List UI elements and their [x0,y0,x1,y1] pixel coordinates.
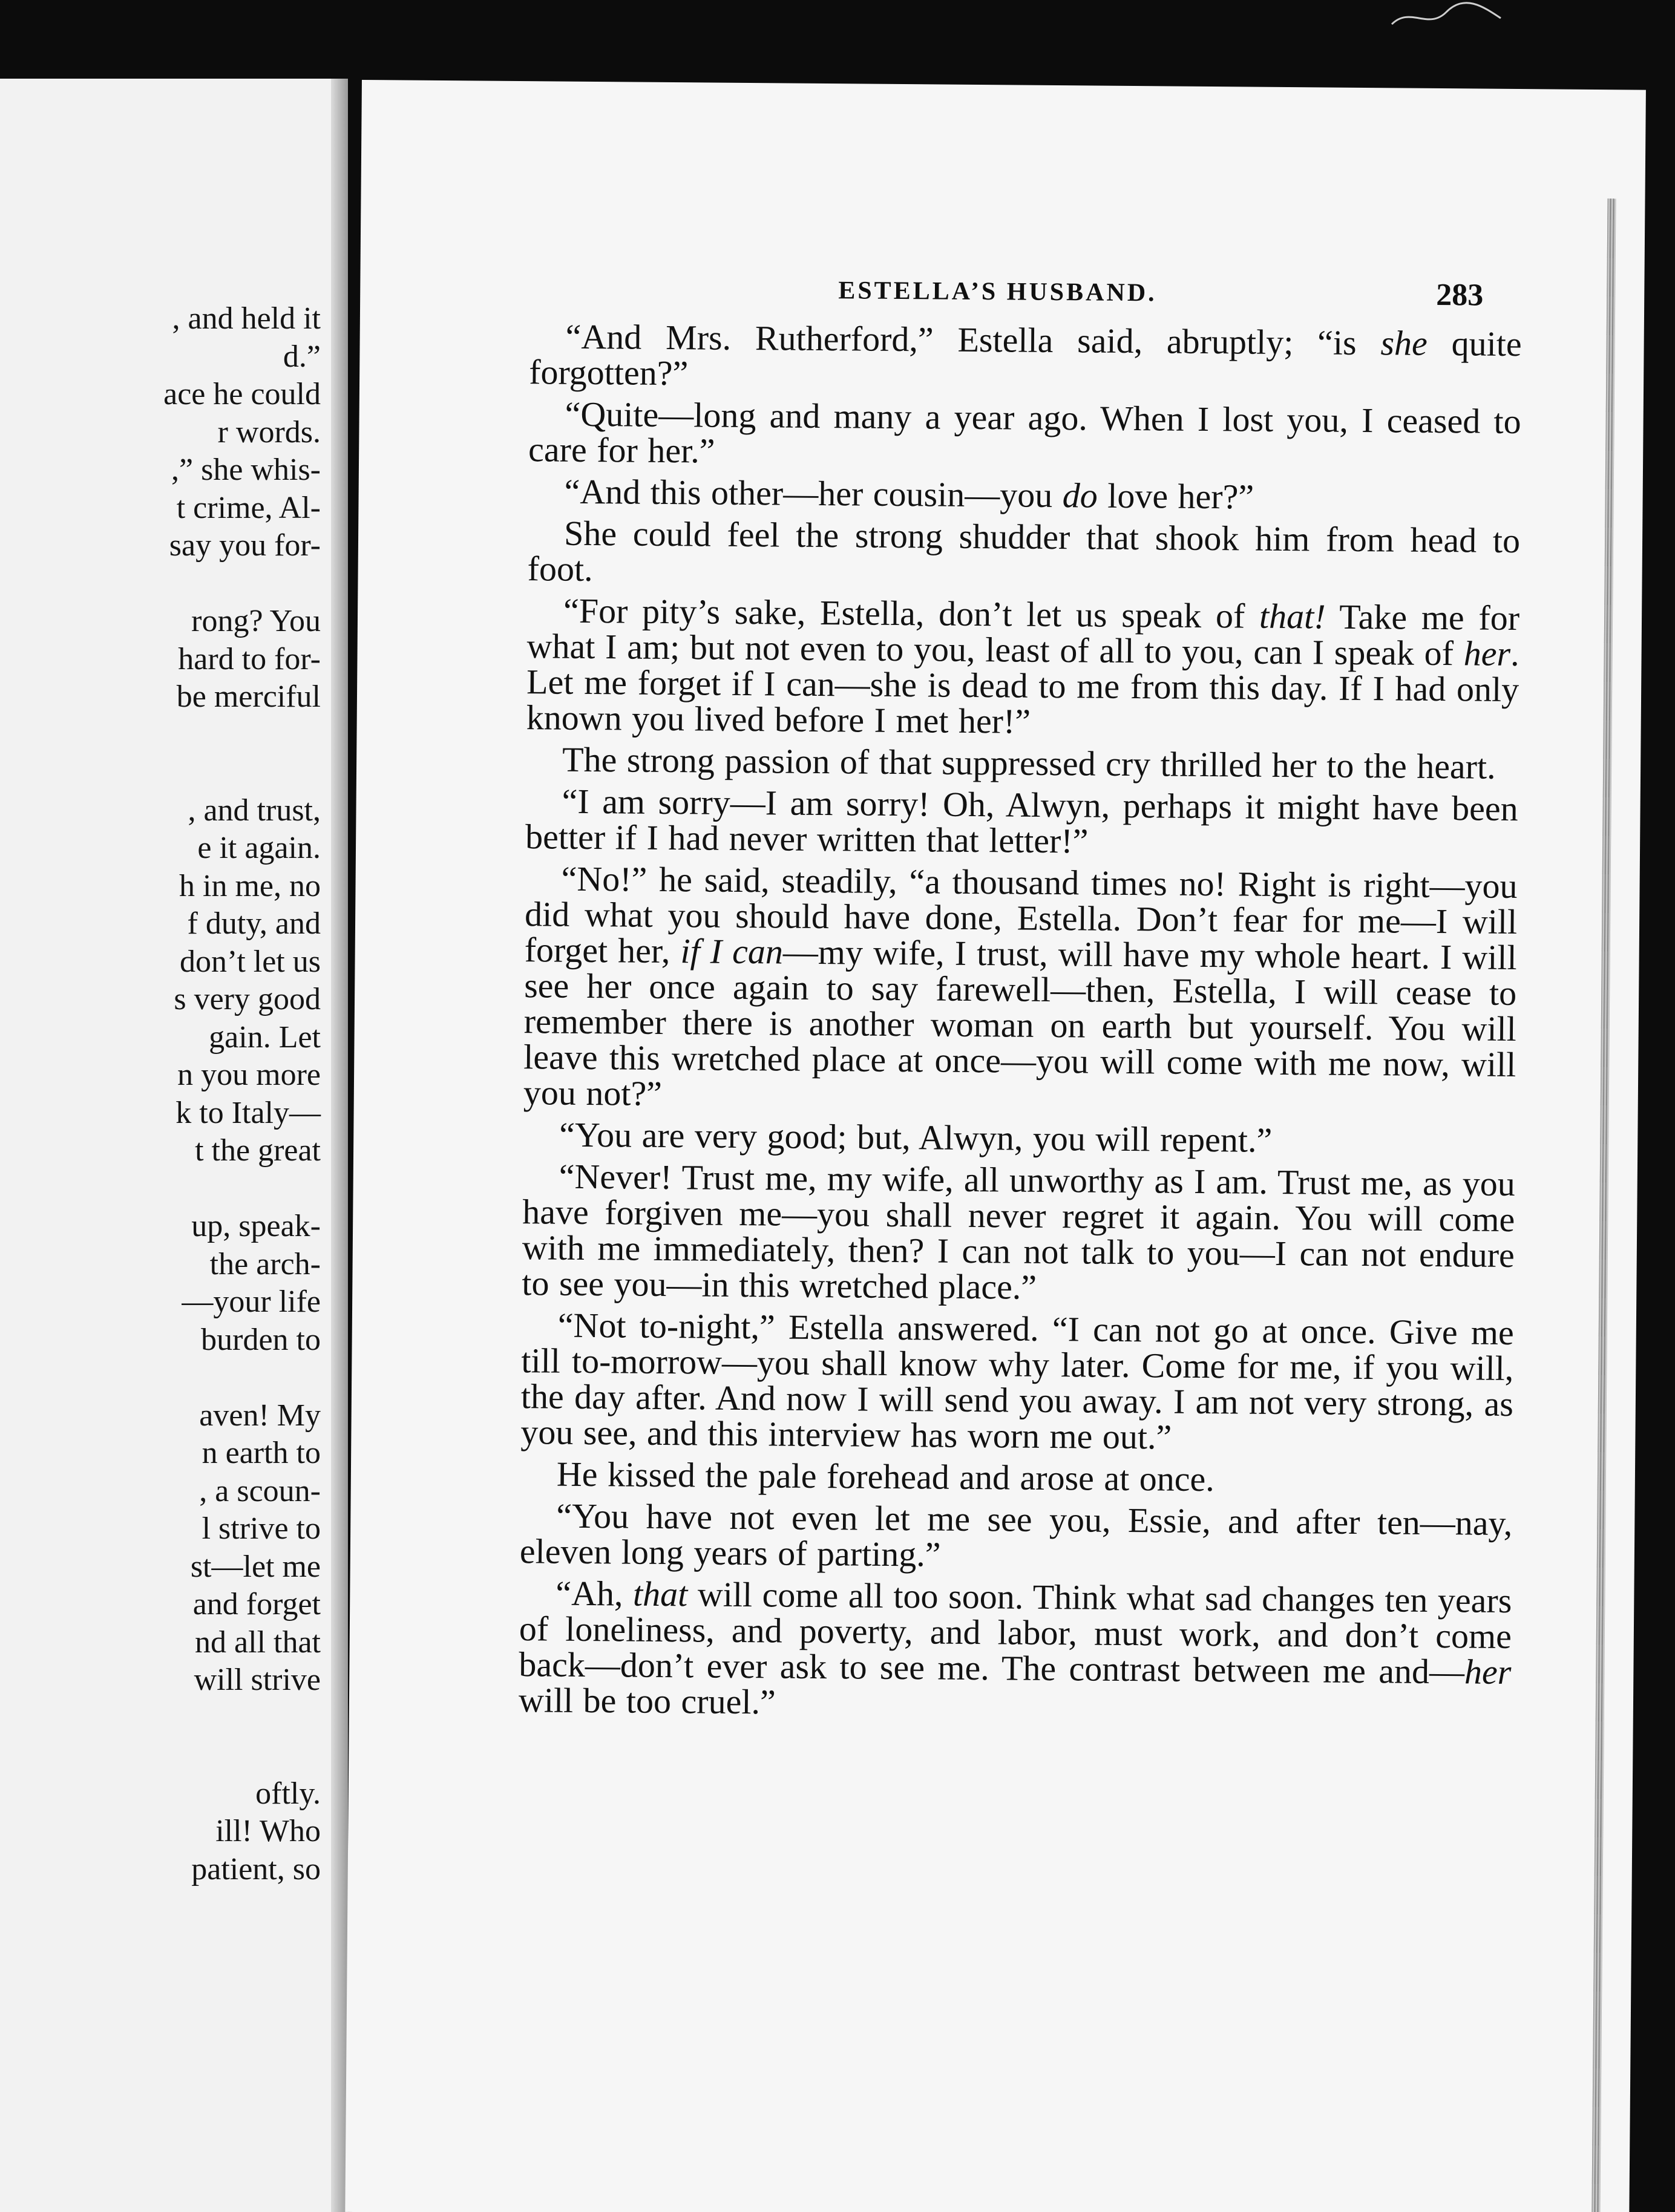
previous-page-line: s very good [174,982,321,1016]
running-head: ESTELLA’S HUSBAND. [838,276,1157,307]
previous-page-line: t the great [195,1133,321,1168]
previous-page-line: r words. [217,414,321,450]
previous-page-line: and forget [192,1587,321,1621]
previous-page-line: k to Italy— [175,1095,321,1130]
paragraph: “Never! Trust me, my wife, all unworthy as I am. Trust me, as you have forgiven me—you shall never regret it again. You will come with me immediately, then? I can not talk to you—I can not endure to see you—in this wretched place.” [522,1156,1515,1307]
previous-page-line: ill! Who [215,1814,321,1848]
previous-page-line: oftly. [255,1776,321,1811]
previous-page-line: f duty, and [187,906,321,941]
previous-page-line: , a scoun- [199,1473,321,1508]
previous-page-line: say you for- [169,528,321,563]
scan-artifact-scribble [1386,0,1507,36]
paragraph: “I am sorry—I am sorry! Oh, Alwyn, perhaps it might have been better if I had never written that letter!” [525,781,1518,861]
book-page [345,80,1646,2212]
previous-page-line: aven! My [199,1398,321,1433]
previous-page-line: d.” [283,339,321,374]
previous-page-line: don’t let us [179,944,321,979]
previous-page-line: patient, so [191,1851,321,1886]
paragraph: “Quite—long and many a year ago. When I lost you, I ceased to care for her.” [528,394,1521,471]
page-gutter [331,79,348,2212]
previous-page-line: n you more [177,1058,321,1092]
paragraph: “Not to-night,” Estella answered. “I can not go at once. Give me till to-morrow—you shall know why later. Come for me, if you will, the day after. And now I will send you away. I am not very strong, as you see, and this interview has worn me out.” [520,1305,1515,1457]
previous-page-line: hard to for- [178,641,321,676]
paragraph: The strong passion of that suppressed cry thrilled her to the heart. [562,739,1496,787]
paragraph: “And Mrs. Rutherford,” Estella said, abruptly; “is she quite forgotten?” [528,316,1522,393]
paragraph: “For pity’s sake, Estella, don’t let us speak of that! Take me for what I am; but not even to you, least of all to you, can I speak of her. Let me forget if I can—she is dead to me from this day. If I had only known you lived before I met her!” [526,591,1520,741]
previous-page-line: h in me, no [179,868,321,903]
previous-page-line: l strive to [202,1511,321,1546]
previous-page-line: nd all that [195,1625,321,1660]
previous-page-line: ace he could [163,377,321,411]
previous-page-line: ,” she whis- [171,453,321,487]
previous-page-line: t crime, Al- [176,490,321,525]
previous-page-line: , and trust, [188,793,321,828]
previous-page-line: burden to [201,1322,321,1357]
previous-page-line: the arch- [209,1246,321,1281]
previous-page-line: be merciful [176,679,321,714]
page-stack-edges [1591,198,1616,2212]
previous-page-line: gain. Let [209,1019,321,1055]
page-number: 283 [1436,277,1484,313]
paragraph: “Ah, that will come all too soon. Think what sad changes ten years of loneliness, and poverty, and labor, must work, and don’t come back—don’t ever ask to see me. The contrast between me and—her will be too cruel.” [518,1573,1512,1722]
previous-page-line: st—let me [190,1549,321,1584]
paragraph: She could feel the strong shudder that shook him from head to foot. [527,513,1521,589]
paragraph: “You are very good; but, Alwyn, you will repent.” [559,1114,1273,1160]
previous-page-line: rong? You [191,604,321,638]
previous-page-line: , and held it [172,301,321,336]
previous-page-line: will strive [194,1663,321,1697]
previous-page-line: up, speak- [191,1209,321,1243]
paragraph: “You have not even let me see you, Essie, and after ten—nay, eleven long years of parting.” [519,1496,1513,1574]
previous-page-fragment [0,79,348,2212]
paragraph: “No!” he said, steadily, “a thousand times no! Right is right—you did what you should have done, Estella. Don’t fear for me—I will forget her, if I can—my wife, I trust, will have my whole heart. I will see her once again to say farewell—then, Estella, I will cease to remember there is another woman on earth but yourself. You will leave this wretched place at once—you will come with me now, will you not?” [523,859,1518,1113]
previous-page-line: —your life [182,1284,321,1319]
page-body-text [519,318,1522,1732]
previous-page-line: n earth to [202,1436,321,1470]
paragraph: “And this other—her cousin—you do love her?” [564,471,1254,517]
paragraph: He kissed the pale forehead and arose at once. [556,1454,1215,1499]
previous-page-line: e it again. [197,831,321,865]
